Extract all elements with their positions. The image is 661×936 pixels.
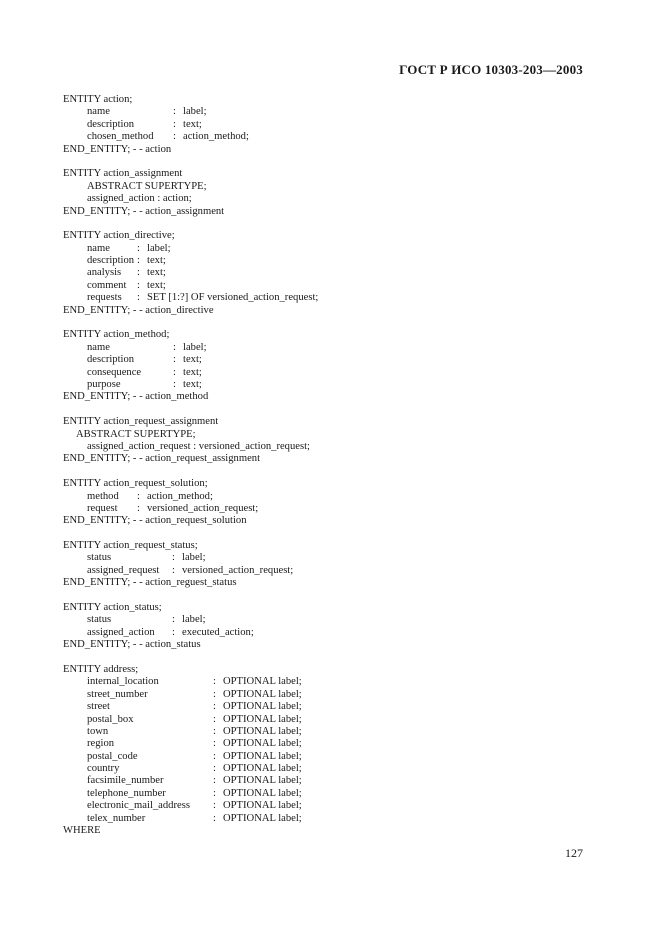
entity-end: END_ENTITY; - - action <box>63 143 172 155</box>
attribute-separator: : <box>173 378 176 390</box>
attribute-name: postal_box <box>87 713 134 725</box>
attribute-row <box>63 627 593 639</box>
attribute-row <box>63 255 593 267</box>
attribute-type: label; <box>147 242 171 254</box>
attribute-separator: : <box>172 564 175 576</box>
attribute-name: facsimile_number <box>87 775 164 787</box>
attribute-name: street <box>87 701 110 713</box>
attribute-row <box>63 726 593 738</box>
attribute-row <box>63 342 593 354</box>
attribute-separator: : <box>213 713 216 725</box>
attribute-name: request <box>87 502 118 514</box>
entity-block-action <box>63 94 593 156</box>
entity-block-action-directive <box>63 230 593 317</box>
entity-end: END_ENTITY; - - action_method <box>63 391 209 403</box>
attribute-separator: : <box>213 738 216 750</box>
attribute-name: purpose <box>87 378 121 390</box>
entity-block-action-request-assignment <box>63 416 593 466</box>
attribute-type: action_method; <box>147 490 213 502</box>
attribute-separator: : <box>213 812 216 824</box>
attribute-name: internal_location <box>87 676 159 688</box>
attribute-name: assigned_request <box>87 564 160 576</box>
attribute-separator: : <box>137 292 140 304</box>
entity-end: END_ENTITY; - - action_status <box>63 639 201 651</box>
entity-end: END_ENTITY; - - action_request_assignment <box>63 453 261 465</box>
attribute-separator: : <box>213 750 216 762</box>
attribute-separator: : <box>172 552 175 564</box>
entity-end: END_ENTITY; - - action_directive <box>63 304 214 316</box>
attribute-separator: : <box>173 131 176 143</box>
attribute-row <box>63 503 593 515</box>
attribute-type: label; <box>183 341 207 353</box>
attribute-name: telex_number <box>87 812 146 824</box>
attribute-separator: : <box>213 688 216 700</box>
attribute-separator: : <box>213 763 216 775</box>
attribute-type: text; <box>147 267 166 279</box>
attribute-row <box>63 106 593 118</box>
attribute-name: name <box>87 106 110 118</box>
attribute-name: chosen_method <box>87 131 154 143</box>
attribute-type: versioned_action_request; <box>182 564 294 576</box>
attribute-separator: : <box>213 800 216 812</box>
attribute-row <box>63 763 593 775</box>
attribute-separator: : <box>137 279 140 291</box>
attribute-separator: : <box>137 502 140 514</box>
attribute-name: town <box>87 725 109 737</box>
attribute-row <box>63 552 593 564</box>
attribute-row <box>63 751 593 763</box>
page-number: 127 <box>565 846 583 860</box>
attribute-row <box>63 788 593 800</box>
attribute-separator: : <box>137 255 140 267</box>
attribute-line: assigned_action_request : versioned_action_request; <box>87 440 310 452</box>
attribute-row <box>63 119 593 131</box>
attribute-type: OPTIONAL label; <box>223 812 302 824</box>
attribute-separator: : <box>213 676 216 688</box>
attribute-name: region <box>87 738 115 750</box>
entity-declaration: ENTITY action_status; <box>63 602 162 614</box>
attribute-row <box>63 243 593 255</box>
attribute-type: text; <box>183 378 202 390</box>
attribute-name: analysis <box>87 267 122 279</box>
attribute-row <box>63 714 593 726</box>
attribute-name: comment <box>87 279 127 291</box>
attribute-name: country <box>87 763 120 775</box>
attribute-separator: : <box>137 267 140 279</box>
attribute-separator: : <box>213 775 216 787</box>
attribute-name: name <box>87 242 110 254</box>
entity-declaration: ENTITY action_request_solution; <box>63 478 208 490</box>
attribute-name: status <box>87 552 112 564</box>
attribute-type: OPTIONAL label; <box>223 701 302 713</box>
attribute-row <box>63 800 593 812</box>
attribute-type: SET [1:?] OF versioned_action_request; <box>147 292 319 304</box>
attribute-type: text; <box>183 354 202 366</box>
attribute-type: OPTIONAL label; <box>223 750 302 762</box>
entity-block-action-request-status <box>63 540 593 590</box>
attribute-type: executed_action; <box>182 626 254 638</box>
attribute-separator: : <box>173 106 176 118</box>
attribute-row <box>63 738 593 750</box>
supertype-line: ABSTRACT SUPERTYPE; <box>76 428 196 440</box>
attribute-row <box>63 379 593 391</box>
entity-block-action-method <box>63 329 593 403</box>
attribute-row <box>63 775 593 787</box>
attribute-separator: : <box>172 626 175 638</box>
attribute-row <box>63 354 593 366</box>
attribute-separator: : <box>137 242 140 254</box>
attribute-type: OPTIONAL label; <box>223 763 302 775</box>
entity-declaration: ENTITY action_directive; <box>63 230 175 242</box>
entity-declaration: ENTITY action_request_status; <box>63 540 198 552</box>
where-clause: WHERE <box>63 825 101 837</box>
entity-declaration: ENTITY action_method; <box>63 329 170 341</box>
attribute-row <box>63 565 593 577</box>
document-header: ГОСТ Р ИСО 10303-203—2003 <box>399 62 583 77</box>
attribute-type: OPTIONAL label; <box>223 688 302 700</box>
attribute-type: action_method; <box>183 131 249 143</box>
attribute-type: text; <box>183 366 202 378</box>
attribute-name: description <box>87 354 135 366</box>
attribute-type: OPTIONAL label; <box>223 738 302 750</box>
attribute-separator: : <box>173 118 176 130</box>
attribute-type: OPTIONAL label; <box>223 800 302 812</box>
attribute-name: assigned_action <box>87 626 155 638</box>
attribute-separator: : <box>173 366 176 378</box>
attribute-name: consequence <box>87 366 142 378</box>
attribute-separator: : <box>213 725 216 737</box>
supertype-line: ABSTRACT SUPERTYPE; <box>87 180 207 192</box>
entity-end: END_ENTITY; - - action_reguest_status <box>63 577 237 589</box>
attribute-type: OPTIONAL label; <box>223 713 302 725</box>
entity-block-action-assignment <box>63 168 593 218</box>
attribute-row <box>63 491 593 503</box>
attribute-name: electronic_mail_address <box>87 800 190 812</box>
attribute-line: assigned_action : action; <box>87 193 192 205</box>
attribute-row <box>63 614 593 626</box>
attribute-separator: : <box>173 341 176 353</box>
express-code-listing <box>63 94 593 850</box>
attribute-type: text; <box>183 118 202 130</box>
entity-declaration: ENTITY action_request_assignment <box>63 416 219 428</box>
attribute-row <box>63 267 593 279</box>
attribute-name: description <box>87 255 135 267</box>
attribute-row <box>63 701 593 713</box>
attribute-separator: : <box>137 490 140 502</box>
attribute-separator: : <box>173 354 176 366</box>
attribute-type: OPTIONAL label; <box>223 676 302 688</box>
entity-block-address <box>63 664 593 837</box>
attribute-type: text; <box>147 255 166 267</box>
attribute-separator: : <box>172 614 175 626</box>
attribute-name: telephone_number <box>87 787 166 799</box>
attribute-row <box>63 367 593 379</box>
attribute-separator: : <box>213 787 216 799</box>
entity-declaration: ENTITY action; <box>63 94 133 105</box>
attribute-type: OPTIONAL label; <box>223 787 302 799</box>
attribute-name: postal_code <box>87 750 138 762</box>
attribute-type: OPTIONAL label; <box>223 725 302 737</box>
attribute-name: requests <box>87 292 122 304</box>
attribute-type: text; <box>147 279 166 291</box>
attribute-row <box>63 813 593 825</box>
attribute-type: OPTIONAL label; <box>223 775 302 787</box>
entity-declaration: ENTITY address; <box>63 663 139 675</box>
attribute-row <box>63 689 593 701</box>
entity-end: END_ENTITY; - - action_assignment <box>63 205 225 217</box>
attribute-separator: : <box>213 701 216 713</box>
attribute-row <box>63 280 593 292</box>
attribute-name: status <box>87 614 112 626</box>
entity-end: END_ENTITY; - - action_request_solution <box>63 515 247 527</box>
attribute-name: street_number <box>87 688 148 700</box>
attribute-row <box>63 676 593 688</box>
attribute-row <box>63 131 593 143</box>
attribute-name: description <box>87 118 135 130</box>
attribute-type: label; <box>183 106 207 118</box>
entity-declaration: ENTITY action_assignment <box>63 168 183 180</box>
attribute-name: method <box>87 490 119 502</box>
attribute-type: label; <box>182 552 206 564</box>
attribute-row <box>63 292 593 304</box>
entity-block-action-status <box>63 602 593 652</box>
entity-block-action-request-solution <box>63 478 593 528</box>
attribute-type: versioned_action_request; <box>147 502 259 514</box>
attribute-name: name <box>87 341 110 353</box>
attribute-type: label; <box>182 614 206 626</box>
